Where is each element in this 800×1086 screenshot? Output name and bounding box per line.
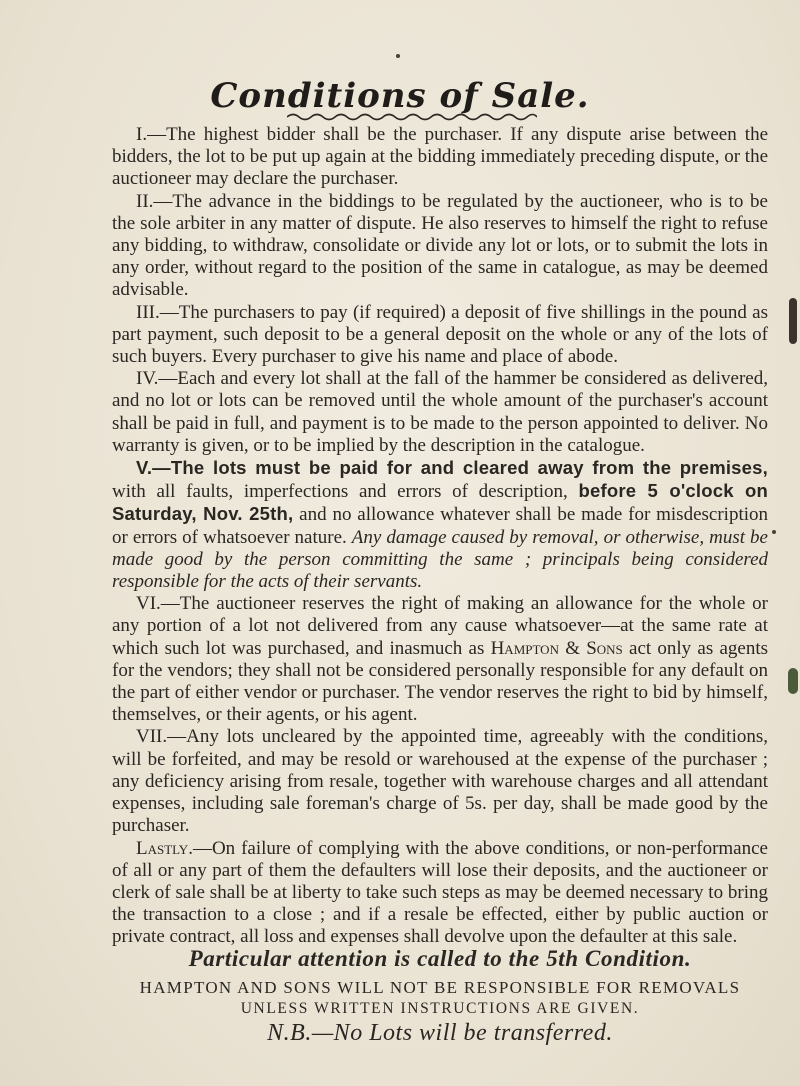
condition-5-italic: Any damage caused by removal, or otherwise, must be made good by the person committing the same ; principals being considered responsible for the acts of their servants. [112, 526, 768, 593]
condition-6-part-a: VI.—The auctioneer reserves the right of making an allowance for the whole or any portion of a lot not delivered from any cause whatsoever—at the same rate at which such lot was purchased, and inasmuch as [112, 593, 768, 659]
nb-notice: N.B.—No Lots will be transferred. [267, 1020, 613, 1046]
conditions-body [112, 124, 768, 949]
condition-5 [112, 457, 768, 593]
condition-6 [112, 593, 768, 726]
condition-7: VII.—Any lots uncleared by the appointed time, agreeably with the conditions, will be forfeited, and may be resold or warehoused at the expense of the purchaser ; any deficiency arising from resale, together with warehouse charges and all attendant expenses, including sale foreman's charge of 5s. per day, shall be made good by the purchaser. [112, 726, 768, 837]
condition-4: IV.—Each and every lot shall at the fall of the hammer be considered as delivered, and no lot or lots can be removed until the whole amount of the purchaser's account shall be paid in full, and payment is to be made to the person appointed to deliver. No warranty is given, or to be implied by the description in the catalogue. [112, 368, 768, 456]
condition-3: III.—The purchasers to pay (if required) a deposit of five shillings in the pound as part payment, such deposit to be a general deposit on the whole or any of the lots of such buyers. Every purchaser to give his name and place of abode. [112, 301, 768, 368]
paper-speck [396, 54, 400, 58]
condition-5-bold-lead: V.—The lots must be paid for and cleared away from the premises, [136, 457, 768, 479]
condition-6-part-b: act only as agents for the vendors; they shall not be considered personally responsible for any default on the part of either vendor or purchaser. The vendor reserves the right to bid by himself, themselves, or their agents, or his agent. [112, 637, 768, 726]
condition-5-rest: and no allowance whatever shall be made for misdescription or errors of whatsoever nature. [112, 504, 768, 548]
decorative-wave-rule [287, 112, 537, 122]
condition-5-middle: with all faults, imperfections and errors of description, [112, 481, 579, 503]
condition-1: I.—The highest bidder shall be the purchaser. If any dispute arise between the bidders, the lot to be put up again at the bidding immediately preceding dispute, or the auctioneer may declare the purchaser. [112, 124, 768, 190]
paper-speck [789, 298, 797, 344]
removals-notice-line-2: UNLESS WRITTEN INSTRUCTIONS ARE GIVEN. [240, 1000, 640, 1017]
lastly-text: —On failure of complying with the above conditions, or non-performance of all or any part of them the defaulters will lose their deposits, and the auctioneer or clerk of sale shall be at liberty to take such steps as may be deemed necessary to bring the transaction to a close ; and if a resale be effected, either by public auction or private contract, all loss and expenses shall devolve upon the defaulter at this sale. [112, 837, 768, 948]
paper-speck [772, 530, 776, 534]
condition-5-deadline: before 5 o'clock on Saturday, Nov. 25th, [112, 480, 769, 525]
condition-lastly [112, 838, 768, 949]
page-title: Conditions of Sale. [210, 76, 590, 116]
firm-name: Hampton & Sons [490, 637, 623, 659]
lastly-lead: Lastly. [136, 837, 193, 859]
condition-2: II.—The advance in the biddings to be regulated by the auctioneer, who is to be the sole arbiter in any matter of dispute. He also reserves to himself the right to refuse any bidding, to withdraw, consolidate or divide any lot or lots, or to submit the lots in any order, without regard to the position of the same in catalogue, as may be deemed advisable. [112, 190, 768, 301]
paper-speck [788, 668, 798, 694]
attention-notice: Particular attention is called to the 5th Condition. [188, 946, 692, 971]
removals-notice-line-1: HAMPTON AND SONS WILL NOT BE RESPONSIBLE FOR REMOVALS [139, 978, 741, 997]
